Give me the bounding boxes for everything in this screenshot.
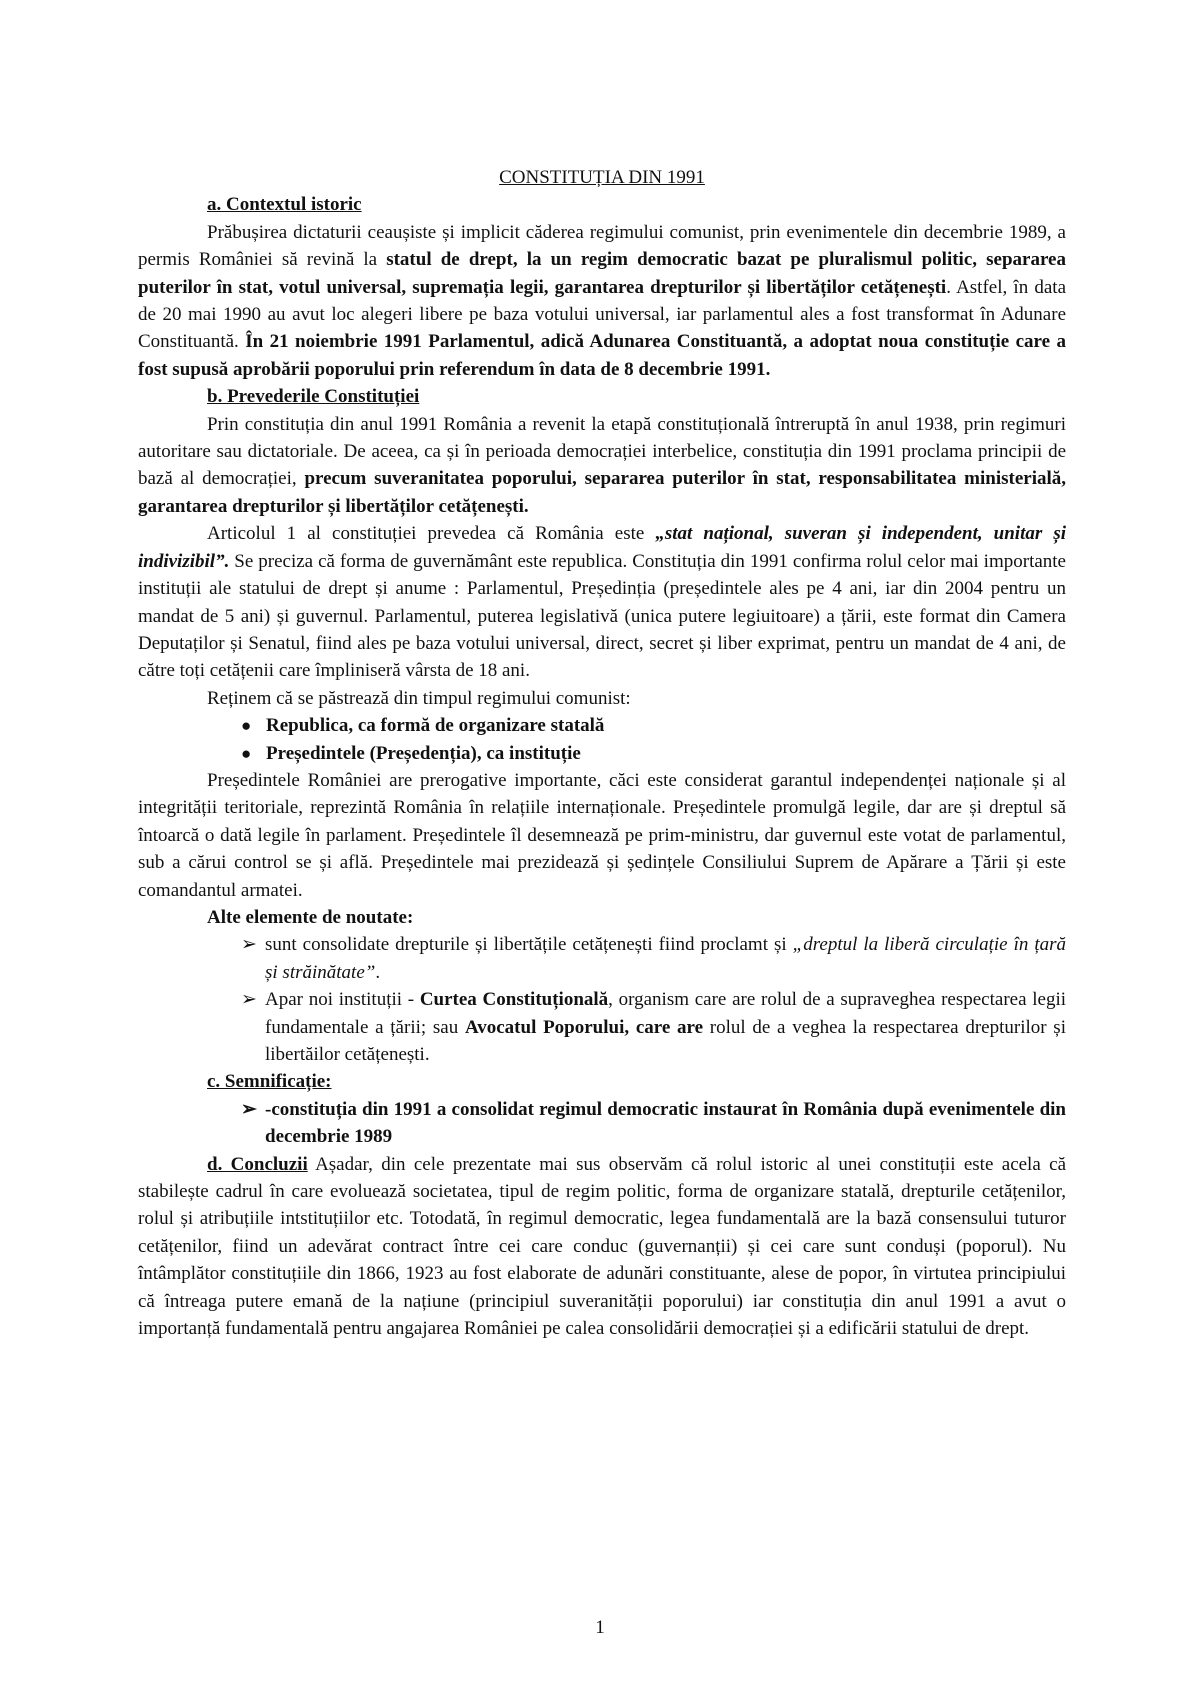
section-a-paragraph: Prăbușirea dictaturii ceaușiste și implicit căderea regimului comunist, prin evenimentele din decembrie 1989, a permis României să revină la statul de drept, la un regim democratic bazat pe pluralismul politic, separarea puterilor în stat, votul universal, supremația legii, garantarea drepturilor și libertăților cetățenești. Astfel, în data de 20 mai 1990 au avut loc alegeri libere pe baza votului universal, iar parlamentul ales a fost transformat în Adunare Constituantă. În 21 noiembrie 1991 Parlamentul, adică Adunarea Constituantă, a adoptat noua constituție care a fost supusă aprobării poporului prin referendum în data de 8 decembrie 1991.	[138, 221, 1067, 380]
page-number: 1	[595, 1617, 605, 1638]
section-b-paragraph-4: Președintele României are prerogative importante, căci este considerat garantul independenței naționale și al integrității teritoriale, reprezintă România în relațiile internaționale. Președintele promulgă legile, dar are și dreptul să întoarcă o dată legile în parlament. Președintele îl desemnează pe prim-ministru, dar guvernul este votat de parlamentul, sub a cărui control se și află. Președintele mai prezidează și ședințele Consiliului Suprem de Apărare a Țării și este comandantul armatei.	[138, 769, 1066, 901]
document-body	[138, 164, 1066, 1342]
bullet-icon: ●	[241, 716, 252, 736]
section-c-heading: c. Semnificație:	[207, 1071, 332, 1093]
section-d-paragraph: d. Concluzii Așadar, din cele prezentate mai sus observăm că rolul istoric al unei constituții este acela că stabilește cadrul în care evoluează societatea, tipul de regim politic, forma de organizare statală, drepturile cetățenilor, rolul și atribuțiile intstituțiilor etc. Totodată, în regimul democratic, legea fundamentală are la bază consensului tuturor cetățenilor, fiind un adevărat contract între cei care conduc (guvernanții) și cei care sunt conduși (poporul). Nu întâmplător constituțiile din 1866, 1923 au fost elaborate de adunări constituante, alese de popor, în virtutea principiului că întreaga putere emană de la națiune (principiul suveranității poporului) iar constituția din anul 1991 a avut o importanță fundamentală pentru angajarea României pe calea consolidării democrației și a edificării statului de drept.	[138, 1153, 1067, 1340]
list-item: ● Președintele (Președenția), ca instituție	[138, 740, 1066, 767]
arrow-bullet-icon: ➢	[241, 934, 257, 956]
section-d-heading: d. Concluzii	[207, 1153, 308, 1175]
section-b-paragraph-3: Reținem că se păstrează din timpul regimului comunist:	[207, 687, 631, 709]
list-item: ➢ Apar noi instituții - Curtea Constituțională, organism care are rolul de a supraveghea respectarea legii fundamentale a țării; sau Avocatul Poporului, care are rolul de a veghea la respectarea drepturilor și libertăilor cetățenești.	[138, 986, 1066, 1068]
section-a-heading: a. Contextul istoric	[207, 194, 362, 216]
list-item: ➢ sunt consolidate drepturile și libertățile cetățenești fiind proclamt și „dreptul la liberă circulație în țară și străinătate”.	[138, 931, 1066, 986]
bullet-icon: ●	[241, 743, 252, 763]
arrow-bullet-icon: ➢	[241, 1098, 257, 1120]
section-b-paragraph-1: Prin constituția din anul 1991 România a revenit la etapă constituțională întreruptă în anul 1938, prin regimuri autoritare sau dictatoriale. De aceea, ca și în perioada democrației interbelice, constituția din 1991 proclama principii de bază al democrației, precum suveranitatea poporului, separarea puterilor în stat, responsabilitatea ministerială, garantarea drepturilor și libertăților cetățenești.	[138, 413, 1067, 517]
list-item: ➢ -constituția din 1991 a consolidat regimul democratic instaurat în România după evenimentele din decembrie 1989	[138, 1096, 1066, 1151]
document-title: CONSTITUȚIA DIN 1991	[499, 167, 705, 188]
list-item: ● Republica, ca formă de organizare statală	[138, 712, 1066, 739]
section-b-paragraph-2: Articolul 1 al constituției prevedea că România este „stat național, suveran și independent, unitar și indivizibil”. Se preciza că forma de guvernământ este republica. Constituția din 1991 confirma rolul celor mai importante instituții ale statului de drept și anume : Parlamentul, Președinția (președintele ales pe 4 ani, iar din 2004 pentru un mandat de 5 ani) și guvernul. Parlamentul, puterea legislativă (unica putere legiuitoare) a țării, este format din Camera Deputaților și Senatul, fiind ales pe baza votului universal, direct, secret și liber exprimat, pentru un mandat de 4 ani, de către toți cetățenii care împliniseră vârsta de 18 ani.	[138, 523, 1066, 682]
section-b-heading: b. Prevederile Constituției	[207, 386, 420, 408]
arrow-bullet-icon: ➢	[241, 989, 257, 1011]
novelty-heading: Alte elemente de noutate:	[207, 906, 414, 928]
